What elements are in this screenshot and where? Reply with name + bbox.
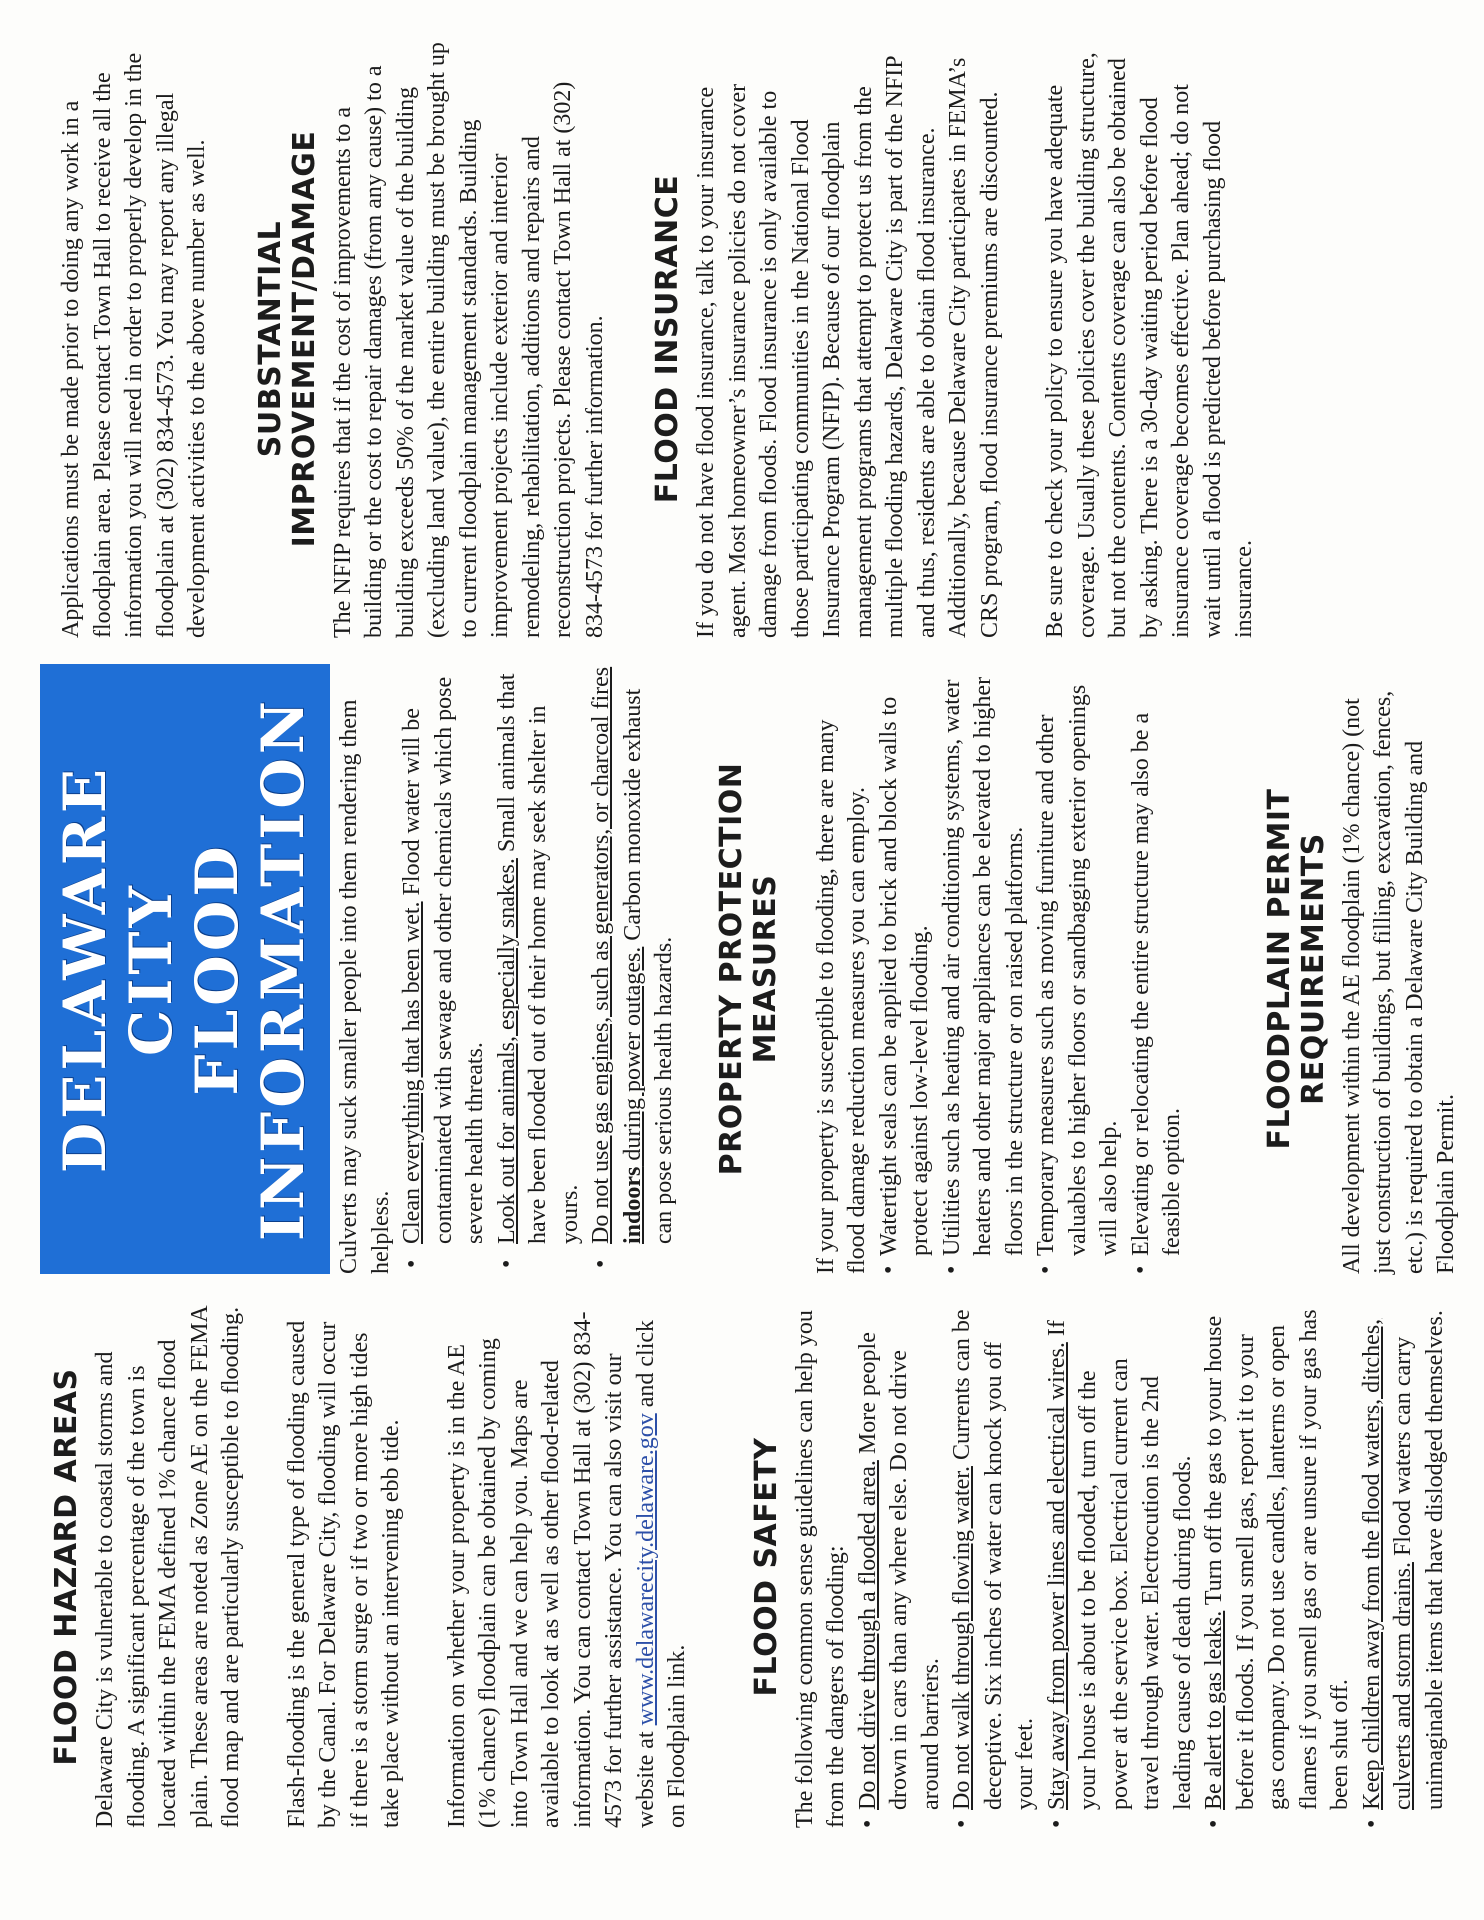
- list-item: • Be alert to gas leaks. Turn off the gas to your house before it floods. If you smell gas, report it to your gas company. Do not use candles, lanterns or open flames if you smell gas or are unsure if your gas has been shut off.: [1199, 1306, 1357, 1828]
- list-item: • Do not walk through flowing water. Currents can be deceptive. Six inches of water can knock you off your feet.: [947, 1306, 1042, 1828]
- title-banner: [40, 664, 330, 1274]
- list-item: • Watertight seals can be applied to brick and block walls to protect against low-level flooding.: [874, 664, 937, 1274]
- hazard-paragraph-2: Flash-flooding is the general type of flooding caused by the Canal. For Delaware City, flooding will occur if there is a storm surge or if two or more high tides take place without an intervening ebb tide.: [283, 1320, 404, 1828]
- hazard-paragraph-3: [442, 1306, 694, 1828]
- applications-paragraph: Applications must be made prior to doing any work in a floodplain area. Please contact Town Hall to receive all the information you will need in order to properly develop in the floodplain at (302) 834-4573. You may report any illegal development activities to the above number as well.: [58, 52, 210, 638]
- ppm-intro: If your property is susceptible to flooding, there are many flood damage reduction measures you can employ.: [812, 719, 870, 1274]
- banner-line: DELAWARE: [51, 764, 119, 1174]
- insurance-paragraph-2: Be sure to check your policy to ensure you have adequate coverage. Usually these policies cover the building structure, but not the contents. Contents coverage can also be obtained by asking. There is a 30-day waiting period before flood insurance coverage becomes effective. Plan ahead; do not wait until a flood is predicted before purchasing flood insurance.: [1042, 52, 1257, 638]
- banner-line: FLOOD: [183, 842, 251, 1096]
- column-middle: [0, 654, 1463, 1282]
- flood-safety-heading: FLOOD SAFETY: [748, 1437, 784, 1697]
- column-left: [0, 1288, 1451, 1920]
- property-protection-heading: PROPERTY PROTECTION MEASURES: [713, 762, 783, 1176]
- hazard-paragraph-1: Delaware City is vulnerable to coastal storms and flooding. A significant percentage of the town is located within the FEMA defined 1% chance flood plain. These areas are noted as Zone AE on the FEMA flood map and are particularly susceptible to flooding.: [92, 1306, 244, 1828]
- list-item: • Stay away from power lines and electrical wires. If your house is about to be flooded, turn off the power at the service box. Electrical current can travel through water. Electrocution is the 2nd leading cause of death during floods.: [1042, 1306, 1200, 1828]
- substantial-improvement-paragraph: The NFIP requires that if the cost of improvements to a building or the cost to repair damages (from any cause) to a building exceeds 50% of the market value of the building (excluding land value), the entire building must be brought up to current floodplain management standards. Building improvement projects include exterior and interior remodeling, rehabilitation, additions and repairs and reconstruction projects. Please contact Town Hall at (302) 834-4573 for further information.: [329, 42, 608, 638]
- hazard-p3-text: Information on whether your property is in the AE (1% chance) floodplain can be obtained by coming into Town Hall and we can help you. Maps are available to look at as well as other flood-related information. You can contact Town Hall at (302) 834-4573 for further assistance. You can also visit our website at: [443, 1311, 659, 1828]
- flood-hazard-areas-heading: FLOOD HAZARD AREAS: [49, 1368, 84, 1766]
- after-flood-list: [397, 664, 681, 1274]
- ppm-list: [874, 664, 1189, 1274]
- column-right: [0, 0, 1261, 650]
- list-item: • Elevating or relocating the entire structure may also be a feasible option.: [1126, 664, 1189, 1274]
- floodplain-permit-paragraph: All development within the AE floodplain (1% chance) (not just construction of buildings, but filling, excavation, fences, etc.) is required to obtain a Delaware City Building and Floodplain Permit.: [1338, 690, 1459, 1274]
- substantial-improvement-heading: SUBSTANTIAL IMPROVEMENT/DAMAGE: [252, 130, 322, 548]
- list-item: • Do not use gas engines, such as generators, or charcoal fires indoors during power outages. Carbon monoxide exhaust can pose serious health hazards.: [586, 664, 681, 1274]
- hazard-p3-text-end: and click on Floodplain link.: [632, 1319, 690, 1828]
- list-item: • Keep children away from the flood waters, ditches, culverts and storm drains. Flood waters can carry unimaginable items that have dislodged themselves.: [1357, 1306, 1452, 1828]
- banner-line: INFORMATION: [249, 697, 317, 1241]
- safety-list: [853, 1306, 1452, 1828]
- town-website-link[interactable]: www.delawarecity.delaware.gov: [632, 1413, 659, 1726]
- floodplain-permit-heading: FLOODPLAIN PERMIT REQUIREMENTS: [1261, 788, 1331, 1150]
- list-item: • Clean everything that has been wet. Flood water will be contaminated with sewage and other chemicals which pose severe health threats.: [397, 664, 492, 1274]
- insurance-paragraph-1: If you do not have flood insurance, talk to your insurance agent. Most homeowner’s insurance policies do not cover damage from floods. Flood insurance is only available to those participating communities in the National Flood Insurance Program (NFIP). Because of our floodplain management programs that attempt to protect us from the multiple flooding hazards, Delaware City is part of the NFIP and thus, residents are able to obtain flood insurance. Additionally, because Delaware City participates in FEMA’s CRS program, flood insurance premiums are discounted.: [693, 56, 1003, 638]
- list-item: • Utilities such as heating and air conditioning systems, water heaters and other major appliances can be elevated to higher floors in the structure or on raised platforms.: [937, 664, 1032, 1274]
- flood-insurance-heading: FLOOD INSURANCE: [650, 174, 685, 504]
- banner-line: CITY: [117, 882, 185, 1056]
- list-item: • Look out for animals, especially snakes. Small animals that have been flooded out of their home may seek shelter in yours.: [492, 664, 587, 1274]
- culverts-paragraph: Culverts may suck smaller people into them rendering them helpless.: [336, 699, 394, 1274]
- safety-intro: The following common sense guidelines can help you from the dangers of flooding:: [791, 1310, 849, 1828]
- list-item: • Temporary measures such as moving furniture and other valuables to higher floors or sandbagging exterior openings will also help.: [1031, 664, 1126, 1274]
- list-item: • Do not drive through a flooded area. More people drown in cars than any where else. Do not drive around barriers.: [853, 1306, 948, 1828]
